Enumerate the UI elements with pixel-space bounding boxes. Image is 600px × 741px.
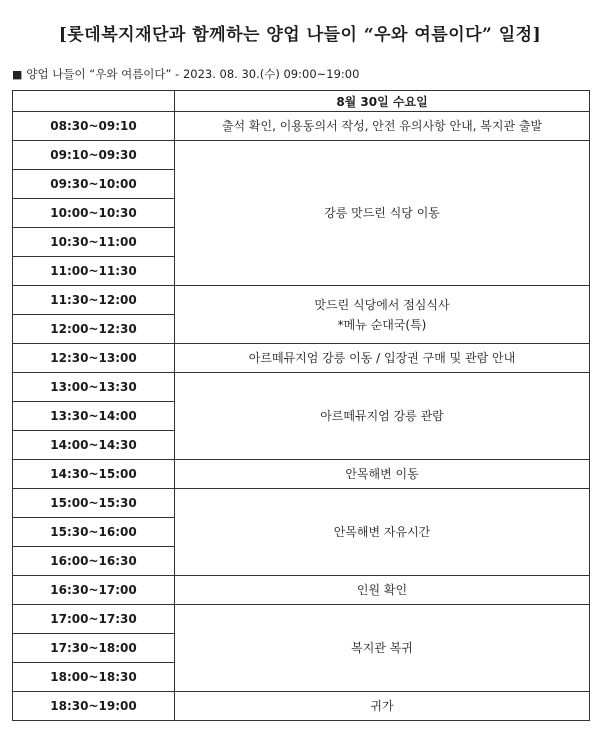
time-cell: 13:30~14:00 — [13, 402, 175, 431]
time-cell: 18:00~18:30 — [13, 663, 175, 692]
time-cell: 14:00~14:30 — [13, 431, 175, 460]
table-row — [13, 286, 590, 315]
schedule-subtitle — [12, 66, 359, 82]
time-cell: 10:00~10:30 — [13, 199, 175, 228]
table-row — [13, 692, 590, 721]
time-cell: 17:30~18:00 — [13, 634, 175, 663]
activity-cell: 귀가 — [175, 692, 590, 721]
activity-cell — [175, 286, 590, 344]
schedule-table — [12, 90, 590, 721]
square-bullet-icon: ■ — [12, 68, 23, 81]
activity-cell: 인원 확인 — [175, 576, 590, 605]
activity-cell: 아르떼뮤지엄 강릉 관람 — [175, 373, 590, 460]
activity-cell: 안목해변 이동 — [175, 460, 590, 489]
time-cell: 12:30~13:00 — [13, 344, 175, 373]
subtitle-text: 양업 나들이 “우와 여름이다” - 2023. 08. 30.(수) 09:00~19:00 — [26, 67, 360, 81]
time-cell: 16:30~17:00 — [13, 576, 175, 605]
activity-line: 맛드린 식당에서 점심식사 — [314, 297, 450, 312]
table-row — [13, 344, 590, 373]
activity-cell: 출석 확인, 이용동의서 작성, 안전 유의사항 안내, 복지관 출발 — [175, 112, 590, 141]
table-row — [13, 112, 590, 141]
time-cell: 18:30~19:00 — [13, 692, 175, 721]
table-row — [13, 460, 590, 489]
activity-line: *메뉴 순대국(특) — [337, 317, 427, 332]
time-cell: 11:00~11:30 — [13, 257, 175, 286]
page-title: [롯데복지재단과 함께하는 양업 나들이 “우와 여름이다” 일정] — [58, 25, 542, 45]
table-header-row — [13, 91, 590, 112]
time-cell: 09:30~10:00 — [13, 170, 175, 199]
time-cell: 12:00~12:30 — [13, 315, 175, 344]
table-row — [13, 141, 590, 170]
activity-cell: 복지관 복귀 — [175, 605, 590, 692]
header-blank-cell — [13, 91, 175, 112]
activity-cell: 안목해변 자유시간 — [175, 489, 590, 576]
time-cell: 16:00~16:30 — [13, 547, 175, 576]
time-cell: 13:00~13:30 — [13, 373, 175, 402]
time-cell: 10:30~11:00 — [13, 228, 175, 257]
time-cell: 09:10~09:30 — [13, 141, 175, 170]
time-cell: 15:30~16:00 — [13, 518, 175, 547]
time-cell: 17:00~17:30 — [13, 605, 175, 634]
time-cell: 14:30~15:00 — [13, 460, 175, 489]
activity-cell: 아르떼뮤지엄 강릉 이동 / 입장권 구매 및 관람 안내 — [175, 344, 590, 373]
table-row — [13, 605, 590, 634]
time-cell: 08:30~09:10 — [13, 112, 175, 141]
time-cell: 11:30~12:00 — [13, 286, 175, 315]
table-row — [13, 373, 590, 402]
time-cell: 15:00~15:30 — [13, 489, 175, 518]
table-row — [13, 576, 590, 605]
table-row — [13, 489, 590, 518]
activity-cell: 강릉 맛드린 식당 이동 — [175, 141, 590, 286]
header-day-cell: 8월 30일 수요일 — [175, 91, 590, 112]
